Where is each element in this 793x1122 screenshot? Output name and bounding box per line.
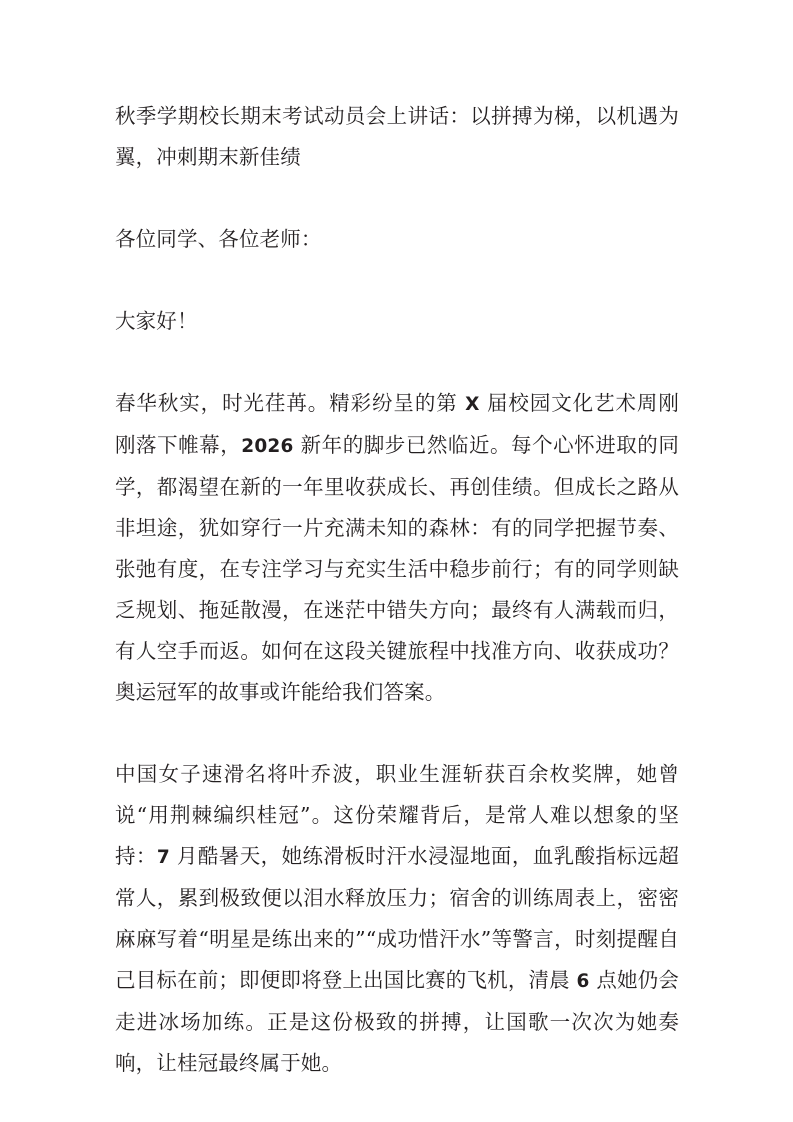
document-title: 秋季学期校长期末考试动员会上讲话：以拼搏为梯，以机遇为翼，冲刺期末新佳绩 xyxy=(115,104,679,169)
body-paragraph-intro xyxy=(115,383,679,713)
latin-run: 7 xyxy=(156,847,170,868)
spacer-after-salutation xyxy=(115,260,679,301)
spacer-after-title xyxy=(115,178,679,219)
latin-run: 2026 xyxy=(241,436,294,457)
body-paragraph-ye-qiaobo-story xyxy=(115,754,679,1084)
spacer-between-paragraphs xyxy=(115,713,679,754)
greeting-line: 大家好！ xyxy=(115,309,198,333)
cjk-run: 点她仍会走进冰场加练。正是这份极致的拼搏，让国歌一次次为她奏响，让桂冠最终属于她。 xyxy=(115,968,679,1075)
latin-run: X xyxy=(465,394,480,415)
cjk-run: 新年的脚步已然临近。每个心怀进取的同学，都渴望在新的一年里收获成长、再创佳绩。但成长之路从非坦途，犹如穿行一片充满未知的森林：有的同学把握节奏、张弛有度，在专注学习与充实生活中稳步前行；有的同学则缺乏规划、拖延散漫，在迷茫中错失方向；最终有人满载而归，有人空手而返。如何在这段关键旅程中找准方向、收获成功？奥运冠军的故事或许能给我们答案。 xyxy=(115,433,679,704)
latin-run: 6 xyxy=(576,971,590,992)
spacer-after-greeting xyxy=(115,342,679,383)
cjk-run: 届校园文化艺术周刚刚落下帷幕， xyxy=(115,391,679,457)
salutation-line: 各位同学、各位老师： xyxy=(115,227,322,251)
cjk-run: 月酷暑天，她练滑板时汗水浸湿地面，血乳酸指标远超常人，累到极致便以泪水释放压力；宿舍的训练周表上，密密麻麻写着“明星是练出来的”“成功惜汗水”等警言，时刻提醒自己目标在前；即便即将登上出国比赛的飞机，清晨 xyxy=(115,844,679,992)
cjk-run: 中国女子速滑名将叶乔波，职业生涯斩获百余枚奖牌，她曾说“用荆棘编织桂冠”。这份荣耀背后，是常人难以想象的坚持： xyxy=(115,762,679,868)
cjk-run: 春华秋实，时光荏苒。精彩纷呈的第 xyxy=(115,391,466,415)
document-text-column xyxy=(115,96,679,1084)
